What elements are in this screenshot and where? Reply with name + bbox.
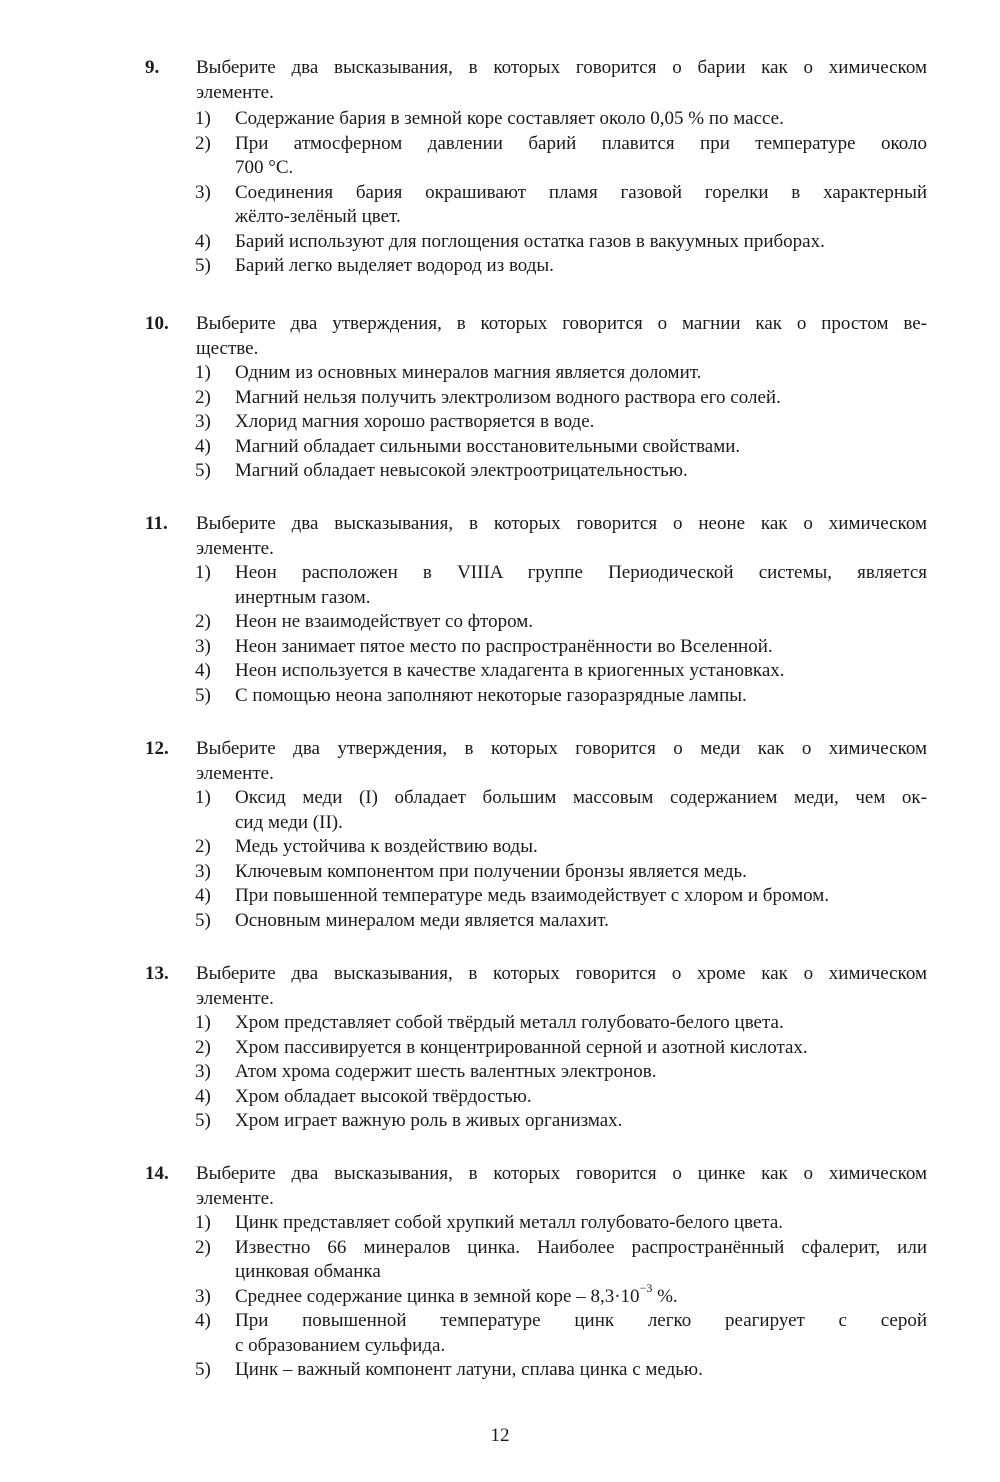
option-2 xyxy=(195,386,927,411)
option-text: Основным минералом меди является малахит. xyxy=(235,909,609,931)
option-number: 5) xyxy=(195,460,211,481)
option-5 xyxy=(195,909,927,934)
option-text: Хром играет важную роль в живых организмах. xyxy=(235,1110,623,1131)
option-text: Соединения бария окрашивают пламя газовой горелки в характерный xyxy=(235,181,927,203)
option-number: 5) xyxy=(195,1110,211,1131)
option-text: 700 °C. xyxy=(235,157,294,178)
option-text: Неон занимает пятое место по распространённости во Вселенной. xyxy=(235,635,773,657)
option-text: С помощью неона заполняют некоторые газоразрядные лампы. xyxy=(235,684,747,706)
task-number: 14. xyxy=(145,1163,169,1184)
option-number: 3) xyxy=(195,860,211,882)
option-5 xyxy=(195,1109,927,1134)
option-number: 2) xyxy=(195,1236,211,1258)
option-1 xyxy=(195,1211,927,1236)
option-number: 4) xyxy=(195,1085,211,1107)
option-5 xyxy=(195,254,927,279)
option-text: Магний обладает сильными восстановительными свойствами. xyxy=(235,435,741,457)
question-line: элементе. xyxy=(196,1187,274,1209)
option-5 xyxy=(195,684,927,709)
question-line: Выберите два утверждения, в которых говорится о меди как о химическом xyxy=(196,738,927,759)
superscript-exponent: −3 xyxy=(639,1281,653,1296)
option-number: 4) xyxy=(195,660,211,681)
option-text: с образованием сульфида. xyxy=(235,1334,446,1356)
option-1 xyxy=(195,107,927,132)
question-line: Выберите два утверждения, в которых говорится о магнии как о простом ве- xyxy=(196,313,927,334)
options-list xyxy=(145,1211,927,1383)
task-number: 13. xyxy=(145,963,169,984)
option-3 xyxy=(195,410,927,435)
task-9 xyxy=(145,56,927,279)
option-number: 1) xyxy=(195,1212,211,1233)
question-line: элементе. xyxy=(196,81,274,103)
option-3 xyxy=(195,1060,927,1085)
option-text: Магний обладает невысокой электроотрицательностью. xyxy=(235,460,688,481)
task-question xyxy=(196,56,927,105)
option-number: 4) xyxy=(195,230,211,252)
question-line: Выберите два высказывания, в которых говорится о неоне как о химическом xyxy=(196,513,927,534)
question-line: элементе. xyxy=(196,537,274,559)
option-2 xyxy=(195,1036,927,1061)
option-text: Содержание бария в земной коре составляет около 0,05 % по массе. xyxy=(235,108,784,129)
option-number: 3) xyxy=(195,181,211,203)
option-text: Хлорид магния хорошо растворяется в воде. xyxy=(235,411,595,432)
option-text: жёлто-зелёный цвет. xyxy=(235,206,401,227)
task-11 xyxy=(145,512,927,708)
option-number: 5) xyxy=(195,909,211,931)
option-2 xyxy=(195,610,927,635)
options-list xyxy=(145,1011,927,1134)
option-number: 1) xyxy=(195,1012,211,1033)
option-2 xyxy=(195,835,927,860)
option-number: 5) xyxy=(195,255,211,276)
option-number: 3) xyxy=(195,1061,211,1082)
option-text: Атом хрома содержит шесть валентных электронов. xyxy=(235,1061,657,1082)
option-3 xyxy=(195,860,927,885)
option-1 xyxy=(195,361,927,386)
option-4 xyxy=(195,1085,927,1110)
option-5 xyxy=(195,1358,927,1383)
question-line: элементе. xyxy=(196,987,274,1009)
question-line: Выберите два высказывания, в которых говорится о хроме как о химическом xyxy=(196,963,927,984)
option-text: Цинк представляет собой хрупкий металл голубовато-белого цвета. xyxy=(235,1212,784,1233)
option-number: 2) xyxy=(195,132,211,154)
option-text: Известно 66 минералов цинка. Наиболее распространённый сфалерит, или xyxy=(235,1236,927,1258)
option-4 xyxy=(195,230,927,255)
option-1 xyxy=(195,1011,927,1036)
option-text: Магний нельзя получить электролизом водного раствора его солей. xyxy=(235,386,781,408)
task-question xyxy=(196,312,927,361)
task-number: 12. xyxy=(145,738,169,759)
option-number: 2) xyxy=(195,836,211,857)
question-line: элементе. xyxy=(196,762,274,784)
option-number: 2) xyxy=(195,386,211,408)
option-text: Барий используют для поглощения остатка газов в вакуумных приборах. xyxy=(235,230,825,252)
option-5 xyxy=(195,459,927,484)
question-line: Выберите два высказывания, в которых говорится о цинке как о химическом xyxy=(196,1163,927,1184)
option-text: Неон не взаимодействует со фтором. xyxy=(235,611,533,632)
option-text: Цинк – важный компонент латуни, сплава цинка с медью. xyxy=(235,1359,703,1380)
options-list xyxy=(145,561,927,708)
option-number: 3) xyxy=(195,635,211,657)
option-text: Одним из основных минералов магния является доломит. xyxy=(235,362,702,383)
task-14 xyxy=(145,1162,927,1383)
option-number: 4) xyxy=(195,435,211,457)
options-list xyxy=(145,107,927,279)
options-list xyxy=(145,786,927,933)
option-number: 1) xyxy=(195,787,211,808)
option-text: цинковая обманка xyxy=(235,1261,381,1282)
option-number: 1) xyxy=(195,108,211,129)
option-number: 1) xyxy=(195,562,211,583)
page-number: 12 xyxy=(490,1425,510,1446)
option-3 xyxy=(195,1281,927,1310)
option-number: 5) xyxy=(195,684,211,706)
option-text: При атмосферном давлении барий плавится при температуре около xyxy=(235,132,927,154)
option-text-tail: %. xyxy=(652,1285,678,1307)
option-number: 3) xyxy=(195,1285,211,1307)
option-text: Хром обладает высокой твёрдостью. xyxy=(235,1085,532,1107)
task-question xyxy=(196,1162,927,1211)
option-4 xyxy=(195,659,927,684)
option-text: Оксид меди (I) обладает большим массовым содержанием меди, чем ок- xyxy=(235,787,927,808)
option-text: Ключевым компонентом при получении бронзы является медь. xyxy=(235,860,747,882)
option-1 xyxy=(195,786,927,835)
option-number: 2) xyxy=(195,611,211,632)
task-question xyxy=(196,737,927,786)
task-question xyxy=(196,512,927,561)
option-text: инертным газом. xyxy=(235,586,371,608)
option-4 xyxy=(195,435,927,460)
options-list xyxy=(145,361,927,484)
task-13 xyxy=(145,962,927,1134)
question-line: ществе. xyxy=(196,337,259,359)
option-number: 5) xyxy=(195,1359,211,1380)
option-3 xyxy=(195,181,927,230)
option-text: Неон расположен в VIIIA группе Периодической системы, является xyxy=(235,562,927,583)
option-text: При повышенной температуре цинк легко реагирует с серой xyxy=(235,1310,927,1331)
option-text: сид меди (II). xyxy=(235,811,343,833)
option-1 xyxy=(195,561,927,610)
option-text: Среднее содержание цинка в земной коре – 8,3·10 xyxy=(235,1285,640,1307)
option-text: Неон используется в качестве хладагента в криогенных установках. xyxy=(235,660,785,681)
task-number: 11. xyxy=(145,513,168,534)
option-3 xyxy=(195,635,927,660)
option-number: 2) xyxy=(195,1036,211,1058)
option-number: 4) xyxy=(195,1310,211,1331)
task-10 xyxy=(145,312,927,484)
option-2 xyxy=(195,132,927,181)
option-4 xyxy=(195,884,927,909)
option-number: 4) xyxy=(195,885,211,906)
option-number: 3) xyxy=(195,411,211,432)
option-text: Барий легко выделяет водород из воды. xyxy=(235,255,554,276)
task-question xyxy=(196,962,927,1011)
option-text: Хром представляет собой твёрдый металл голубовато-белого цвета. xyxy=(235,1012,784,1033)
task-number: 9. xyxy=(145,57,160,78)
task-number: 10. xyxy=(145,313,169,334)
question-line: Выберите два высказывания, в которых говорится о барии как о химическом xyxy=(196,57,927,78)
option-text: Хром пассивируется в концентрированной серной и азотной кислотах. xyxy=(235,1036,808,1058)
task-12 xyxy=(145,737,927,933)
option-2 xyxy=(195,1236,927,1285)
option-4 xyxy=(195,1309,927,1358)
option-text: Медь устойчива к воздействию воды. xyxy=(235,836,538,857)
option-number: 1) xyxy=(195,362,211,383)
option-text: При повышенной температуре медь взаимодействует с хлором и бромом. xyxy=(235,885,830,906)
